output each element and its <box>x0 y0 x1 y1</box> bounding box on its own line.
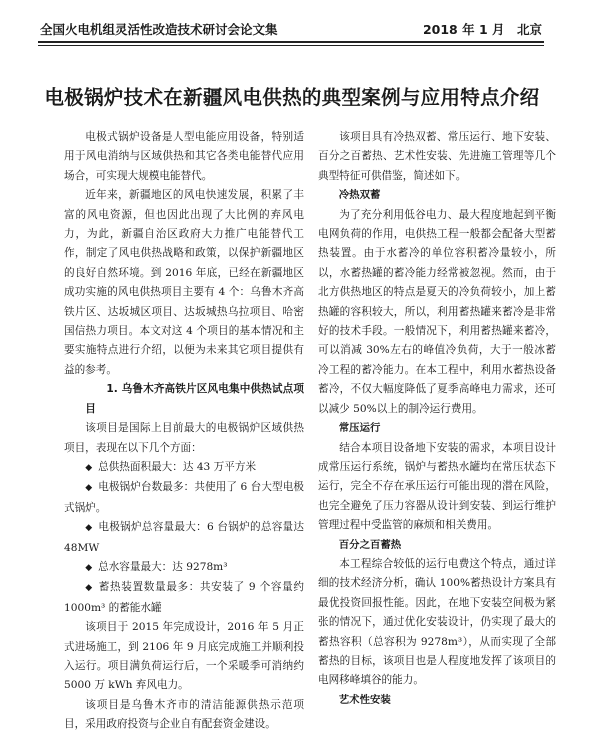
subsection-heading-artistic-install: 艺术性安装 <box>338 693 391 706</box>
intro-paragraph: 电极式锅炉设备是人型电能应用设备，特别适用于风电消纳与区域供热和其它各类电能替代应用场合，可实现大规模电能替代。 <box>64 131 304 182</box>
bullet-item <box>64 578 304 618</box>
subsection-text: 本工程综合较低的运行电费这个特点，通过详细的技术经济分析，确认 100%蓄热设计方案具有最优投资回报性能。因此，在地下安装空间极为紧张的情况下，通过优化安装设计，仍实现了最大的蓄热容积（总容积为 9278m³），从而实现了全部蓄热的目标，该项目也是人程度地发挥了该项目的电网移峰填谷的能力。 <box>318 557 556 687</box>
subsection-heading-atmospheric: 常压运行 <box>338 422 381 435</box>
running-header <box>40 14 542 38</box>
bullet-item <box>64 458 304 478</box>
diamond-bullet-icon: ◆ <box>85 523 93 534</box>
diamond-bullet-icon: ◆ <box>85 483 93 494</box>
intro-paragraph: 近年来，新疆地区的风电快速发展，积累了丰富的风电资源，但也因此出现了大比例的弃风电力，为此，新疆自治区政府大力推广电能替代工作，制定了风电供热战略和政策，以保护新疆地区的良好自然环境。到 2016 年底，已经在新疆地区成功实施的风电供热项目主要有 4 个：乌鲁木齐高铁片区、达坂城区项目、达坂城热乌拉项目、哈密国信热力项目。本文对这 4 个项目的基本情况和主要实施特点进行介绍，以便为未来其它项目提供有益的参考。 <box>64 189 304 376</box>
header-rule-thick <box>38 41 544 43</box>
bullet-text: 电极锅炉总容量最大：6 台锅炉的总容量达 48MW <box>64 521 305 554</box>
right-column <box>318 128 556 710</box>
subsection-text: 为了充分利用低谷电力、最大程度地起到平衡电网负荷的作用，电供热工程一般都会配备大型蓄热装置。由于水蓄冷的单位容积蓄冷量较小，所以，水蓄热罐的蓄冷能力经常被忽视。然而，由于北方供热地区的特点是夏天的冷负荷较小，加上蓄热罐的容积较大，所以，利用蓄热罐来蓄冷是非常好的技术手段。一般情况下，利用蓄热罐来蓄冷，可以消减 30%左右的峰值冷负荷，大于一般冰蓄冷工程的蓄冷能力。在本工程中，利用水蓄热设备蓄冷，不仅大幅度降低了夏季高峰电力需求，还可以减少 50%以上的制冷运行费用。 <box>318 208 556 415</box>
header-proceedings-title: 全国火电机组灵活性改造技术研讨会论文集 <box>40 22 278 37</box>
right-intro-paragraph: 该项目具有冷热双蓄、常压运行、地下安装、百分之百蓄热、艺术性安装、先进施工管理等几个典型特征可供借鉴，简述如下。 <box>318 131 556 182</box>
header-date-location: 2018 年 1 月 北京 <box>422 22 542 37</box>
subsection-heading-full-storage: 百分之百蓄热 <box>338 538 402 551</box>
diamond-bullet-icon: ◆ <box>85 583 93 594</box>
bullet-text: 总水容量最大：达 9278m³ <box>98 560 228 573</box>
bullet-item <box>64 478 304 518</box>
diamond-bullet-icon: ◆ <box>85 562 93 573</box>
bullet-text: 电极锅炉台数最多：共使用了 6 台大型电极式锅炉。 <box>64 481 304 514</box>
header-rule-thin <box>38 45 544 46</box>
subsection-heading-dual-storage: 冷热双蓄 <box>338 189 381 202</box>
bullet-item <box>64 518 304 558</box>
bullet-text: 蓄热装置数量最多：共安装了 9 个容量约 1000m³ 的蓄能水罐 <box>64 581 304 614</box>
section-1-intro: 该项目是国际上目前最大的电极锅炉区域供热项目，表现在以下几个方面： <box>64 422 304 454</box>
section-1-heading: 1. 乌鲁木齐高铁片区风电集中供热试点项目 <box>85 383 304 415</box>
paper-title: 电极锅炉技术在新疆风电供热的典型案例与应用特点介绍 <box>44 86 540 109</box>
bullet-text: 总供热面积最大：达 43 万平方米 <box>98 460 257 473</box>
body-paragraph: 该项目于 2015 年完成设计，2016 年 5 月正式进场施工，到 2106 年 9 月底完成施工并顺利投入运行。项目满负荷运行后，一个采暖季可消纳约 5000 万 kWh 弃风电力。 <box>64 621 304 692</box>
body-paragraph: 该项目是乌鲁木齐市的清洁能源供热示范项目，采用政府投资与企业自有配套资金建设。 <box>64 698 304 731</box>
diamond-bullet-icon: ◆ <box>85 462 93 473</box>
subsection-text: 结合本项目设备地下安装的需求，本项目设计成常压运行系统，锅炉与蓄热水罐均在常压状态下运行，完全不存在承压运行可能出现的潜在风险，也完全避免了压力容器从设计到安装、到运行维护管理过程中受监管的麻烦和相关费用。 <box>318 441 556 532</box>
left-column <box>64 128 304 735</box>
bullet-item <box>64 558 304 578</box>
